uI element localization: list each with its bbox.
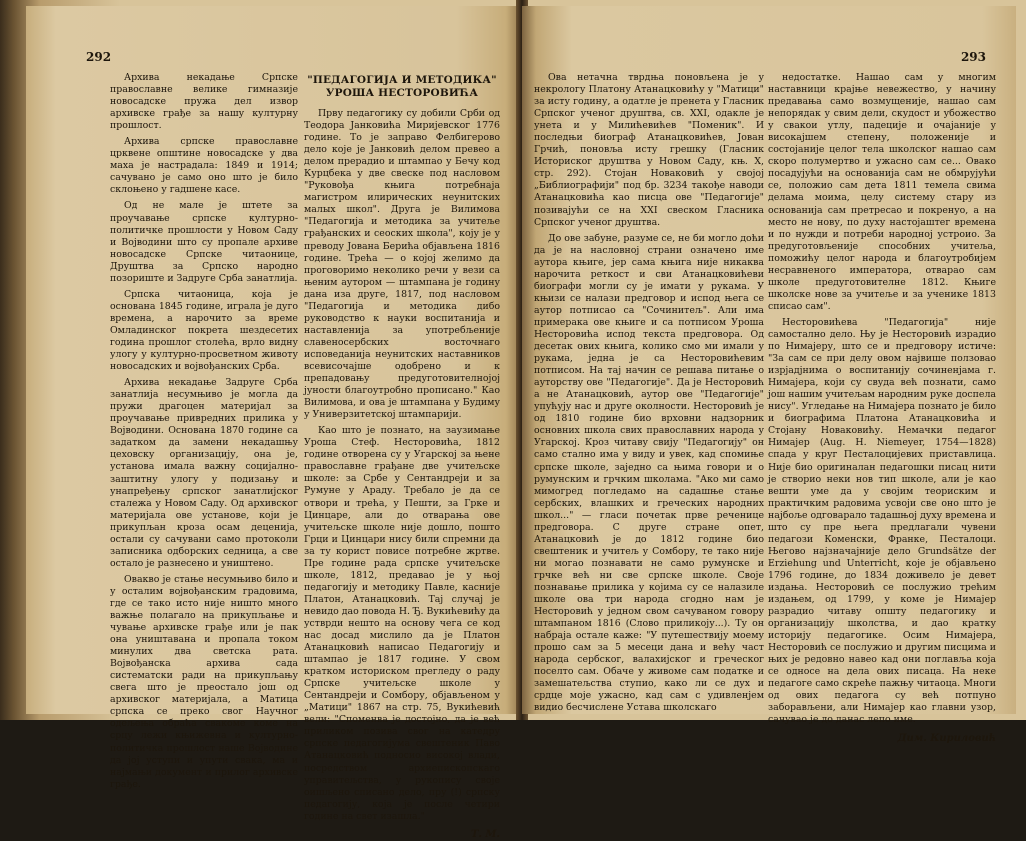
author-signature: Т. М. — [471, 828, 500, 840]
article-title: "ПЕДАГОГИЈА И МЕТОДИКА" УРОША НЕСТОРОВИЋА — [307, 74, 497, 99]
paragraph: Прву педагогику су добили Срби од Теодора Јанковића Миријевског 1776 године. То је заправо Фелбигерово дело које је Јанковић делом превео а делом прерадио и штампао у Бечу код Курцбека у две свеске под насловом "Руковођа књига потребнаја магистром илирических неунитских малых школ". Друга је Вилимова "Педагогија и методика за учитеље грађанских и сеоских школа", коју је у преводу Јована Берића објављена 1816 године. Трећа — о којој желимо да проговоримо неколико речи у вези са њеним аутором — штампана је годину дана иза друге, 1817, под насловом "Педагогија и методика дибо руководство к науки воспитанија и наставленија за употребљеније славеносербских восточнаго исповеданија неунитских наставников всевисочајше одобрено и к препадовању предуготовителнојој јуности благоутробно прописано." Као Вилимова, и ова је штампана у Будиму у Универзитетској штампарији. — [304, 108, 500, 421]
left-page — [26, 6, 522, 840]
paragraph: недостатке. Нашао сам у многим наставници крајње невежество, у начину предавања само возмущеније, нашао сам непорядак у свим дели, скудост и убожество у свакои утлу, падеције и очајаније у високајшем степену, положеније и состојаније целог тела школског нашао сам скоро полумертво и ужасно сам се... Овако посадујући на основанија сам не обмрујући се, положио сам дета 1811 темела свима делама моима, целу систему стару из основанија сам претресао и покренуо, а на место не нову, по духу настојаштег времена и по нужди и потреби народној устроио. За предуготовљеније способних учитеља, поможићу целог народа и благоутробијем несравненого императора, отварао сам школе предуготовителне 1812. Књиге школске нове за учитеље и за ученике 1813 списао сам". — [768, 72, 996, 312]
right-column-2 — [768, 72, 996, 745]
author-signature: Дим. Кириловић — [897, 732, 996, 744]
left-column-1 — [110, 72, 298, 795]
paragraph: Ова нетачна тврдња поновљена је у некрологу Платону Атанацковићу у "Матици" за исту годину, а одатле је пренета у Гласник Српског ученог друштва, св. XXI, одакле је унета и у Милићевићев "Поменик". И последњи биограф Атанацковићев, Јован Грчић, поновља исту грешку (Гласник Историског друштва у Новом Саду, књ. X, стр. 292). Стојан Новаковић у својој „Библиографији" под бр. 3234 такође наводи Атанацковића као писца ове "Педагогије" позивајући се на XXI свеском Гласника Српског ученог друштва. — [534, 72, 764, 228]
right-column-1 — [534, 72, 764, 718]
paragraph: Као што је познато, на заузимање Уроша Стеф. Несторовића, 1812 године отворена су у Угарској за њене православне грађане две учитељске школе: за Србе у Сентандреји и за Румуне у Араду. Требало је да се отвори и трећа, у Пешти, за Грке и Цинцаре, али до отварања ове учитељске школе није дошло, пошто Грци и Цинцари нису били спремни да за ту корист повисе потребне жртве. Пре године рада српске учитељске школе, 1812, предавао је у њој педагогију и методику Павле, касније Платон, Атанацковић. Тај случај је невидо дао повода Н. Ђ. Вукићевићу да устврди нешто на основу чега се код нас досад мислило да је Платон Атанацковић написао Педагогију и штампао је 1817 године. У свом кратком историском прегледу о раду Српске учитељске школе у Сентандреји и Сомбору, објављеном у „Матици" 1867 на стр. 75, Вукићевић вели: "Споменва је достојно, да је већ приликом позива свог на катедру српске педагогијума свештеник Паво Атанацковић подносио високој влади, посредством архиепископскаго управитељства, у рукопису своје оишљено списано дело, пру (!) српску педагогију, која је после четири године на свет изашла." — [304, 425, 500, 822]
paragraph: Од не мале је штете за проучавање српске културно-политичке прошлости у Новом Саду и Војводини што су пропале архиве новосадске Српске читаонице, Друштва за Српско народно позориште и Задруге Срба занатлија. — [110, 200, 298, 284]
paragraph: Овакво је стање несумњиво било и у осталим војвођанским градовима, где се тако исто није ништо много важње полагало на прикупљање и чување архивске грађе или је пак она уништавана и пропала током минулих два светска рата. Војвођанска архива сада систематски ради на прикупљању свега што је преостало још од архивског материјала, а Матица српска се преко свог Научног одељења обраћа свакоме коме на срцу лежи књижевна и културно-политичка прошлост наше Војводине да јој уступи и упути свака, ма и најмањи документ и прилог архивске грађе. — [110, 573, 298, 790]
paragraph: Несторовићева "Педагогија" није самостално дело. Њу је Несторовић израдио по Нимајеру, што се и предговору истиче: "За сам се при делу овом највише ползовао изрјадјнима о воспитанију сочиненјама г. Нимајера, који су свуда већ познати, само још нашим учитељам народним руке доспела нису". Угледање на Нимајера познато је било и биографима Платона Атанацковића и Стојану Новаковићу. Немачки педагог Нимајер (Aug. H. Niemeyer, 1754—1828) спада у круг Песталоцијевих приставлица. Није био оригиналан педагошки писац нити је створио неки нов тип школе, али је као вешти уме да у својим теориским и практичким радовима усвоји све оно што је најбоље одговарало тадашњој духу времена и што су пре њега предлагали чувени педагози Коменски, Франке, Песталоци. Његово најзначајније дело Grundsätze der Erziehung und Unterricht, које је објављено 1796 године, до 1834 доживело је девет издања. Несторовић се послужио трећим издањем, од 1799, у коме је Нимајер разрадио читаву општу педагогику и организацију школства, и дао кратку историју педагогике. Осим Нимајера, Несторовић се послужио и другим писцима и њих је редовно навео кад они поглавља која се односе на дела ових писаца. На неке педагоге само скреће пажњу читаоца. Многи од ових педагога су већ потпуно заборављени, али Нимајер као главни узор, сачувао је до данас лепо име. — [768, 316, 996, 726]
right-page — [522, 6, 1016, 744]
paragraph: Српска читаоница, која је основана 1845 године, играла је дуго времена, а нарочито за време Омладинског покрета шездесетих година прошлог столећа, врло видну улогу у културно-просветном животу новосадских и војвођанских Срба. — [110, 288, 298, 373]
paragraph: До ове забуне, разуме се, не би могло доћи да је на насловној страни означено име аутора књиге, јер сама књига није никаква нарочита реткост и сви Атанацковићеви биографи могли су је имати у рукама. У књизи се налази предговор и испод њега се аутор потписао са "Сочинитељ". Али има примерака ове књиге и са потписом Уроша Несторовића испод текста предговора. Од десетак ових књига, колико смо ми имали у рукама, једна је са Несторовићевим потписом. На тај начин се решава питање о ауторству ове "Педагогије". Да је Несторовић а не Атанацковић, аутор ове "Педагогије" упућују нас и друге околности. Несторовић је од 1810 године био врховни надзорник основних школа свих православних народа у Угарској. Кроз читаву свију "Педагогију" он само стално има у виду и увек, кад спомиње српске школе, заједно са њима говори и о румунским и грчким школама. "Ако ми само мимогред погледамо на садашње стање сербских, влашких и греческих народних школ..." — гласи почетак прве реченице предговора. С друге стране опет, Атанацковић је до 1812 године био свештеник и учитељ у Сомбору, те тако није ни могао познавати не само румунске и грчке већ ни све српске школе. Своје познавање прилика у којима су се налазиле школе ова три народа сгодно нам је Несторовић у једном свом сачуваном говору штампаном 1816 (Слово приликоју...). Ту он набраја остале каже: "У путешествију моему прошо сам за 5 месеци дана и већу част народа сербског, валахијског и греческог поселто сам. Обаче у живоме сам податке и замешатељства ступио, како ли се дух и срдце моје ужасно, кад сам с удивленјем видио бесчислене Устава школскаго — [534, 232, 764, 714]
paragraph: Архива српске православне црквене општине новосадске у два маха је настрадала: 1849 и 1914; сачувано је само оно што је било склоњено у гадшене касе. — [110, 136, 298, 196]
left-column-2 — [304, 74, 500, 841]
paragraph: Архива некадање Српске православне велике гимназије новосадске пружа дел извор архивске грађе за нашу културну прошлост. — [110, 72, 298, 132]
page-number: 292 — [86, 50, 112, 64]
page-number: 293 — [960, 50, 986, 64]
paragraph: Архива некадање Задруге Срба занатлија несумњиво је могла да пружи драгоцен материјал за проучавање привредних прилика у Војводини. Основана 1870 године са задатком да замени некадашњу цеховску организацију, она је, установа имала важну социјално-заштитну улогу у подизању и унапређењу српског занатлијског сталежа у Новом Саду. Од архивског материјала ове установе, који је прикупљан кроза осам деценија, остали су сачувани само протоколи записника одборских седница, а све остало је разнесено и уништено. — [110, 377, 298, 569]
